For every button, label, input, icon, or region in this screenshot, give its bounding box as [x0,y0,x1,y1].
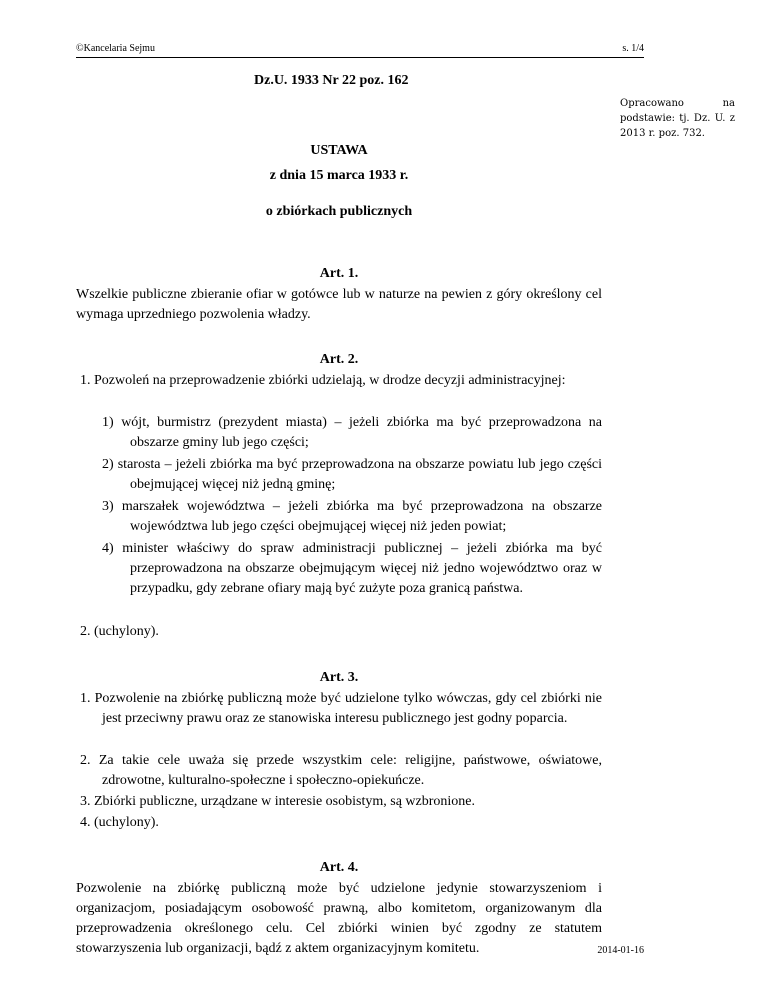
header-publisher: ©Kancelaria Sejmu [76,43,155,54]
article-2-heading: Art. 2. [319,352,359,367]
footer-date: 2014-01-16 [597,945,644,956]
article-2-paragraph-1: 1. Pozwoleń na przeprowadzenie zbiórki udzielają, w drodze decyzji administracyjnej: [80,373,566,388]
article-1-text: Wszelkie publiczne zbieranie ofiar w gotówce lub w naturze na pewien z góry określony cel wymaga uprzedniego pozwolenia władzy. [76,287,602,322]
source-note: Opracowano na podstawie: tj. Dz. U. z 2013 r. poz. 732. [620,98,735,139]
act-subject: o zbiórkach publicznych [265,204,413,219]
article-3-paragraph-3: 3. Zbiórki publiczne, urządzane w interesie osobistym, są wzbronione. [80,794,475,809]
act-date: z dnia 15 marca 1933 r. [269,168,409,183]
act-type: USTAWA [310,143,368,158]
page-number: s. 1/4 [622,43,644,54]
article-2-item-2: 2) starosta – jeżeli zbiórka ma być przeprowadzona na obszarze powiatu lub jego części obejmującej więcej niż jedną gminę; [102,457,602,492]
article-4-heading: Art. 4. [319,860,359,875]
journal-reference: Dz.U. 1933 Nr 22 poz. 162 [254,73,409,88]
article-2-item-4: 4) minister właściwy do spraw administracji publicznej – jeżeli zbiórka ma być przeprowadzona na obszarze obejmującym więcej niż jedno województwo oraz w przypadku, gdy zebrane ofiary mają być zużyte poza granicą państwa. [102,541,602,596]
article-2-item-1: 1) wójt, burmistrz (prezydent miasta) – jeżeli zbiórka ma być przeprowadzona na obszarze gminy lub jego części; [102,415,602,450]
article-3-paragraph-4: 4. (uchylony). [80,815,159,830]
header-divider [76,57,644,58]
article-2-paragraph-2: 2. (uchylony). [80,624,159,639]
article-3-heading: Art. 3. [319,670,359,685]
article-3-paragraph-1: 1. Pozwolenie na zbiórkę publiczną może być udzielone tylko wówczas, gdy cel zbiórki nie jest przeciwny prawu oraz ze stanowiska interesu publicznego jest godny poparcia. [80,691,602,726]
article-2-item-3: 3) marszałek województwa – jeżeli zbiórka ma być przeprowadzona na obszarze województwa lub jego części obejmującej więcej niż jeden powiat; [102,499,602,534]
article-4-text: Pozwolenie na zbiórkę publiczną może być udzielone jedynie stowarzyszeniom i organizacjom, posiadającym osobowość prawną, albo komitetom, organizowanym dla przeprowadzenia określonego celu. Cel zbiórki winien być zgodny ze statutem stowarzyszenia lub organizacji, bądź z aktem organizacyjnym komitetu. [76,881,602,956]
article-1-heading: Art. 1. [319,266,359,281]
article-3-paragraph-2: 2. Za takie cele uważa się przede wszystkim cele: religijne, państwowe, oświatowe, zdrowotne, kulturalno-społeczne i społeczno-opiekuńcze. [80,753,602,788]
